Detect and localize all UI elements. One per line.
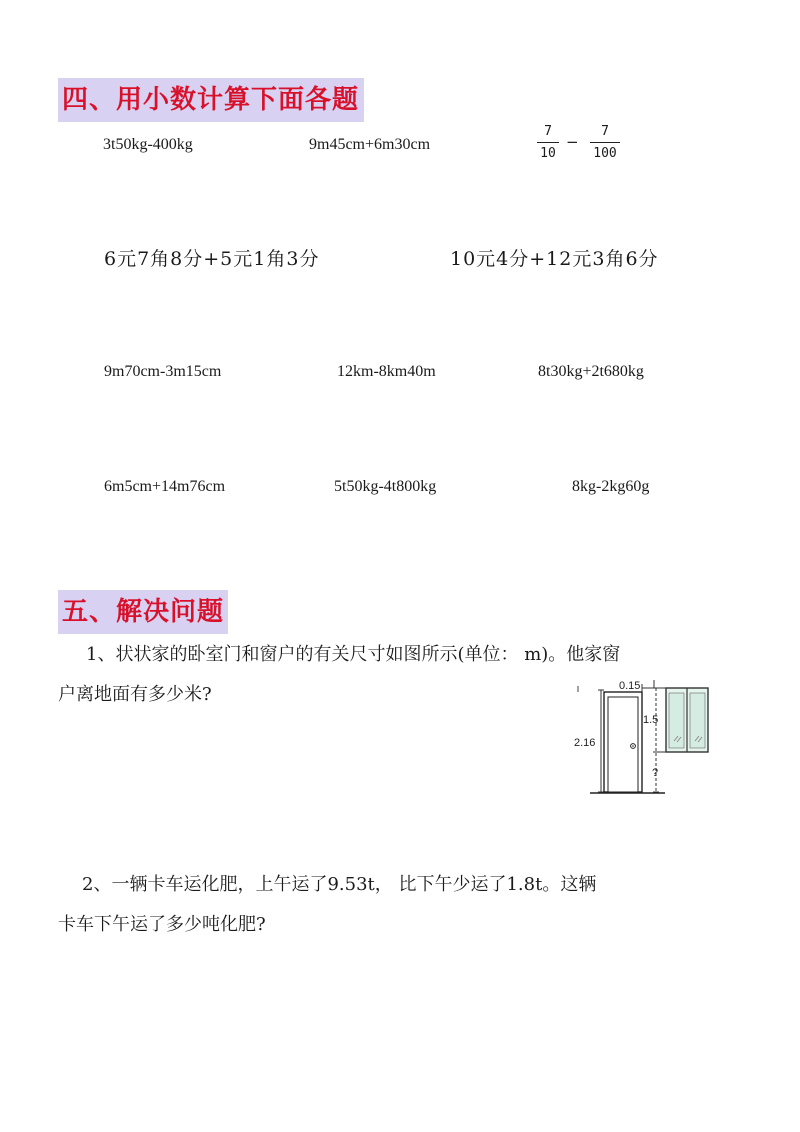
fraction-a: [537, 124, 559, 161]
fraction-b: [590, 124, 620, 161]
expression-7: 5t50kg-4t800kg: [334, 478, 437, 495]
question-2-line-1: 2、一辆卡车运化肥，上午运了9.53t， 比下午少运了1.8t。这辆: [82, 874, 597, 895]
fraction-a-denominator: 10: [540, 146, 556, 161]
minus-sign: −: [566, 133, 579, 151]
door-window-diagram: [570, 676, 720, 798]
section-5-title: 五、解决问题: [58, 590, 228, 634]
expression-4: 12km-8km40m: [337, 363, 436, 380]
question-2-line-2: 卡车下午运了多少吨化肥?: [58, 914, 266, 935]
expression-2: 9m45cm+6m30cm: [309, 136, 431, 153]
fraction-b-denominator: 100: [593, 146, 617, 161]
expression-6: 6m5cm+14m76cm: [104, 478, 226, 495]
expression-money-1: 6元7角8分+5元1角3分: [104, 248, 320, 270]
label-unknown: ?: [652, 767, 659, 779]
label-top-gap: 0.15: [619, 680, 641, 692]
expression-5: 8t30kg+2t680kg: [538, 363, 644, 380]
fraction-b-numerator: 7: [601, 124, 609, 139]
label-window-height: 1.5: [643, 714, 659, 726]
question-1-line-2: 户离地面有多少米?: [58, 684, 212, 705]
expression-3: 9m70cm-3m15cm: [104, 363, 222, 380]
expression-8: 8kg-2kg60g: [572, 478, 650, 495]
label-door-height: 2.16: [574, 737, 596, 749]
fraction-a-numerator: 7: [544, 124, 552, 139]
question-1-line-1: 1、状状家的卧室门和窗户的有关尺寸如图所示(单位： m)。他家窗: [86, 644, 621, 665]
expression-money-2: 10元4分+12元3角6分: [450, 248, 659, 270]
section-4-title: 四、用小数计算下面各题: [58, 78, 364, 122]
door-panel: [608, 697, 638, 792]
expression-1: 3t50kg-400kg: [103, 136, 193, 153]
